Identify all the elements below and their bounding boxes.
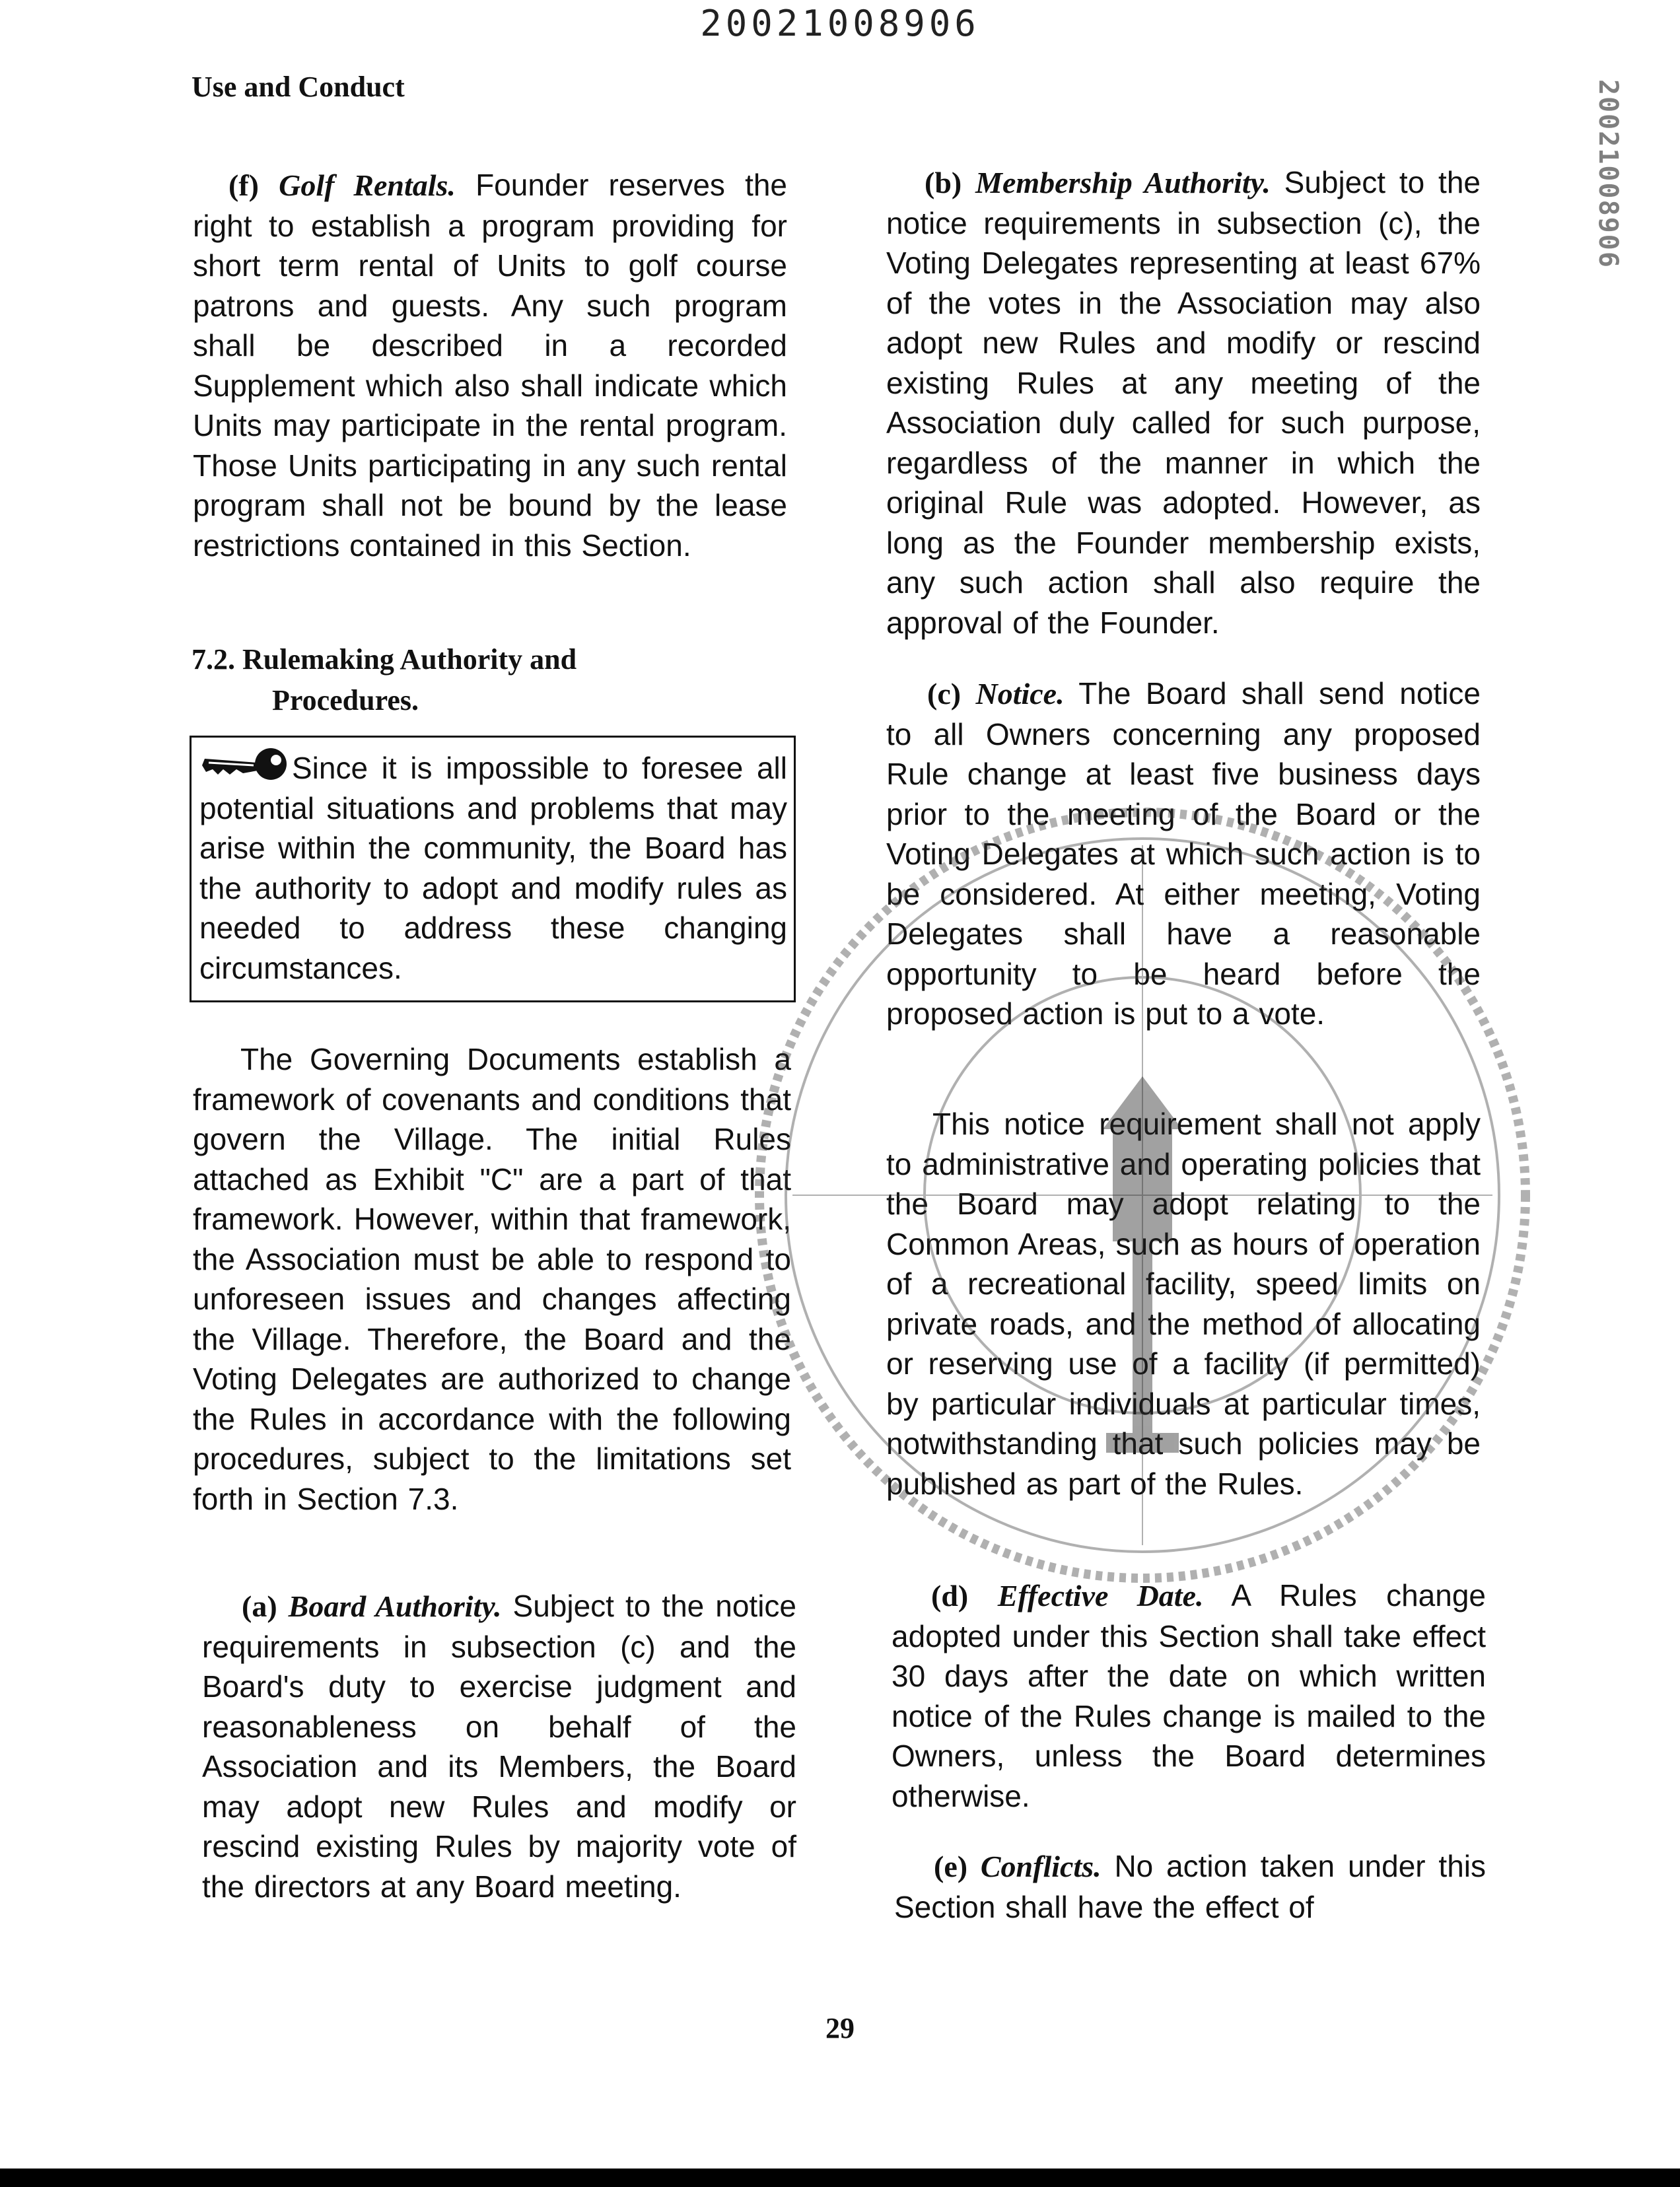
page-header: Use and Conduct (192, 71, 405, 103)
membership-authority-paragraph (886, 162, 1481, 642)
effective-date-title: Effective Date. (997, 1579, 1204, 1613)
board-authority-text: Subject to the notice requirements in subsection (c) and the Board's duty to exercise judgment and reasonableness on behalf of the Association and its Members, the Board may adopt new Rules and modify or rescind existing Rules by majority vote of the directors at any Board meeting. (202, 1589, 796, 1904)
board-authority-label: (a) (242, 1589, 277, 1623)
key-icon (199, 746, 292, 786)
effective-date-text: A Rules change adopted under this Section shall take effect 30 days after the date on which written notice of the Rules change is mailed to the Owners, unless the Board determines otherwise. (892, 1578, 1486, 1813)
page-number: 29 (825, 2012, 855, 2044)
golf-rentals-text: Founder reserves the right to establish a program providing for short term rental of Units to golf course patrons and guests. Any such program shall be described in a recorded Supplement which also shall indicate which Units may participate in the rental program. Those Units participating in any such rental program shall not be bound by the lease restrictions contained in this Section. (193, 168, 788, 563)
conflicts-text: No action taken under this Section shall have the effect of (894, 1849, 1486, 1924)
golf-rentals-label: (f) (228, 168, 259, 202)
notice-paragraph (886, 674, 1481, 1034)
conflicts-title: Conflicts. (980, 1850, 1102, 1883)
governing-paragraph (193, 1039, 791, 1519)
board-authority-paragraph (202, 1586, 796, 1906)
effective-date-paragraph (892, 1576, 1486, 1816)
membership-authority-title: Membership Authority. (975, 166, 1271, 199)
document-number: 20021008906 (700, 3, 980, 44)
effective-date-label: (d) (931, 1579, 969, 1613)
board-authority-title: Board Authority. (288, 1589, 502, 1623)
membership-authority-text: Subject to the notice requirements in subsection (c), the Voting Delegates representing at least 67% of the votes in the Association may also adopt new Rules and modify or rescind existing Rules at any meeting of the Association duly called for such purpose, regardless of the manner in which the original Rule was adopted. However, as long as the Founder membership exists, any such action shall also require the approval of the Founder. (886, 165, 1481, 640)
membership-authority-label: (b) (925, 166, 962, 199)
notice-exception-paragraph (886, 1104, 1481, 1504)
bottom-border (0, 2169, 1680, 2187)
recording-stamp: 20021008906 (1593, 79, 1623, 269)
governing-text: The Governing Documents establish a framework of covenants and conditions that govern the Village. The initial Rules attached as Exhibit "C" are a part of that framework. However, within that framework, the Association must be able to respond to unforeseen issues and changes affecting the Village. Therefore, the Board and the Voting Delegates are authorized to change the Rules in accordance with the following procedures, subject to the limitations set forth in Section 7.3. (193, 1042, 791, 1516)
notice-exception-text: This notice requirement shall not apply to administrative and operating policies that the Board may adopt relating to the Common Areas, such as hours of operation of a recreational facility, speed limits on private roads, and the method of allocating or reserving use of a facility (if permitted) by particular individuals at particular times, notwithstanding that such policies may be published as part of the Rules. (886, 1107, 1481, 1501)
conflicts-paragraph (894, 1846, 1486, 1927)
section-number: 7.2. (192, 643, 235, 676)
section-title-line1: Rulemaking Authority and (242, 643, 577, 676)
notice-label: (c) (927, 677, 962, 711)
notice-title: Notice. (975, 677, 1065, 711)
key-callout-box (190, 736, 796, 1002)
conflicts-label: (e) (934, 1850, 968, 1883)
golf-rentals-paragraph (193, 165, 787, 565)
notice-text: The Board shall send notice to all Owners concerning any proposed Rule change at least five business days prior to the meeting of the Board or the Voting Delegates at which such action is to be considered. At either meeting, Voting Delegates shall have a reasonable opportunity to be heard before the proposed action is put to a vote. (886, 676, 1481, 1031)
section-heading (192, 639, 577, 721)
section-title-line2: Procedures. (272, 684, 419, 716)
callout-text: Since it is impossible to foresee all potential situations and problems that may arise within the community, the Board has the authority to adopt and modify rules as needed to address these changing circumstances. (199, 751, 787, 985)
golf-rentals-title: Golf Rentals. (279, 168, 456, 202)
